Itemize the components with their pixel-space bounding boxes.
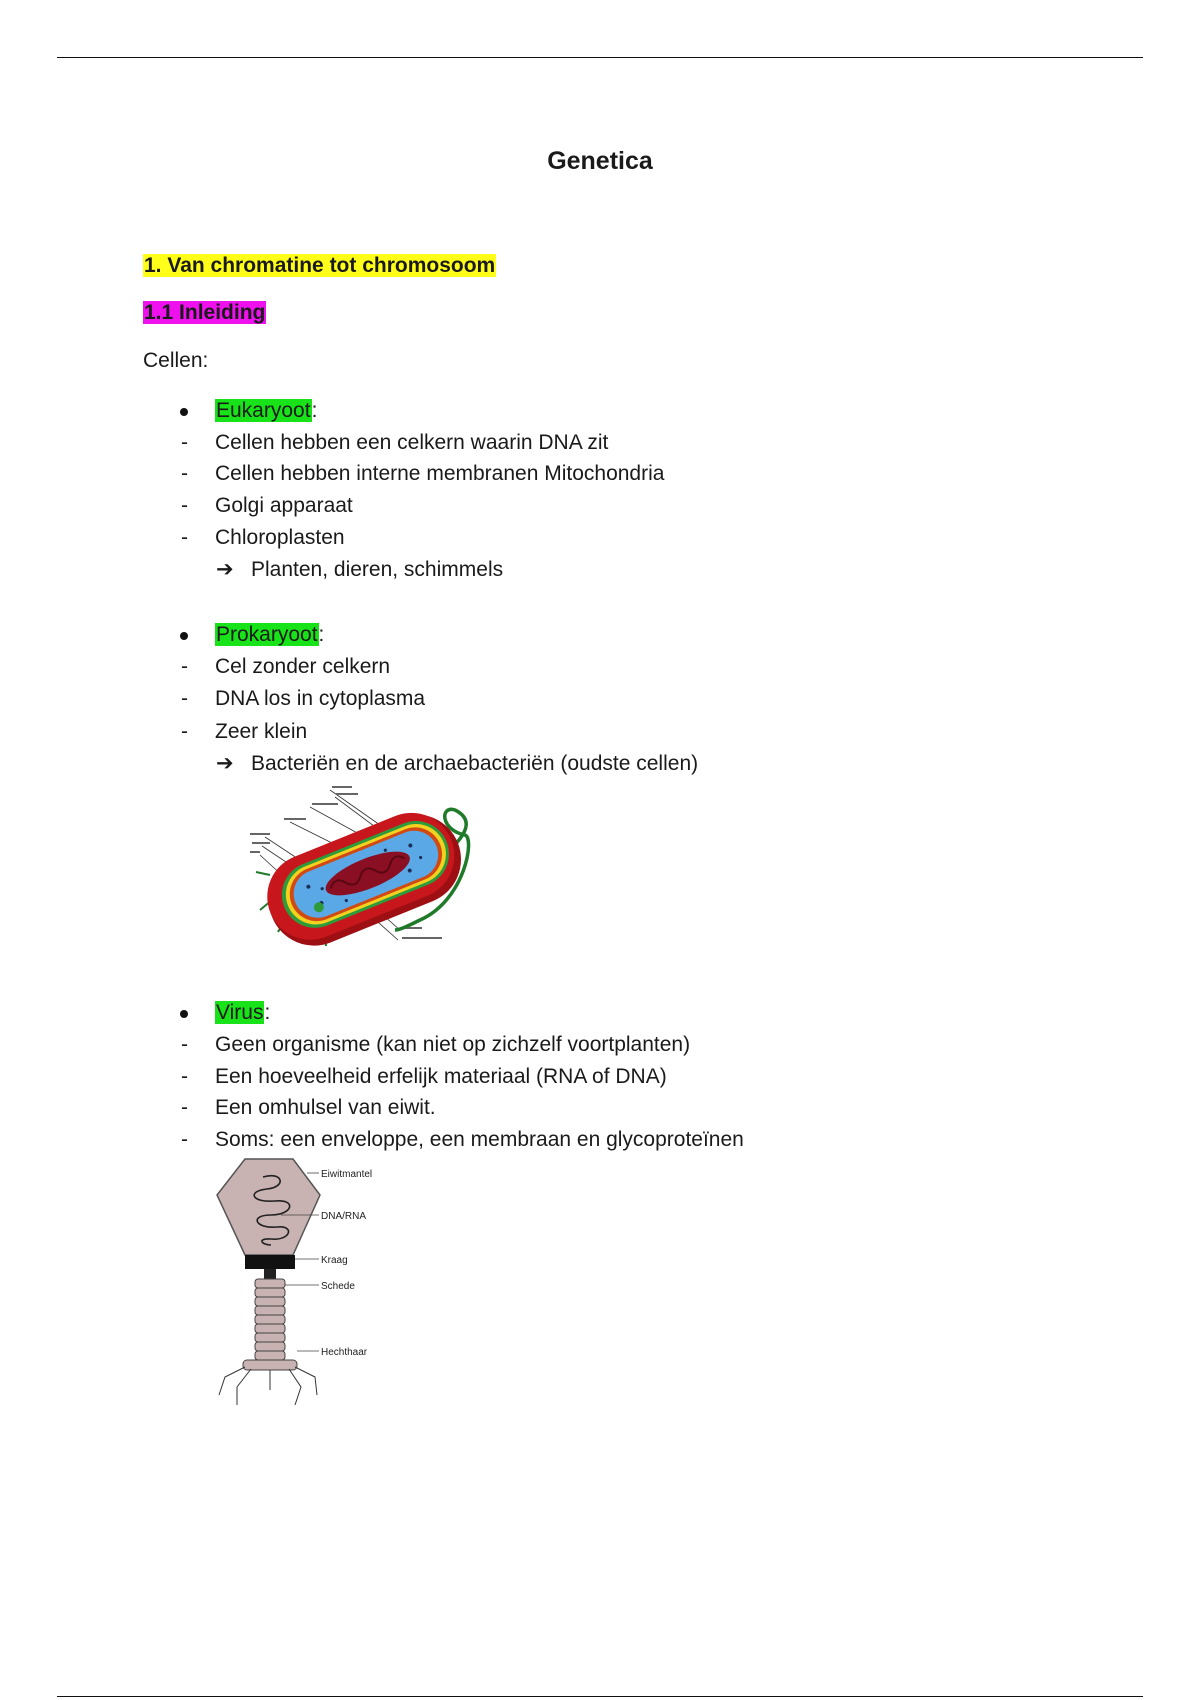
list-item-text: Golgi apparaat bbox=[215, 494, 353, 517]
virus-label-sheath: Schede bbox=[321, 1281, 355, 1292]
list-item-text: Cel zonder celkern bbox=[215, 655, 391, 678]
bullet-icon bbox=[180, 632, 188, 640]
page-bottom-rule bbox=[57, 1696, 1143, 1697]
arrow-right-icon: ➔ bbox=[216, 752, 234, 775]
dash-icon: - bbox=[181, 1096, 188, 1119]
eukaryote-term: Eukaryoot bbox=[216, 399, 311, 422]
virus-label-capsid: Eiwitmantel bbox=[321, 1169, 373, 1180]
dash-icon: - bbox=[181, 526, 188, 549]
section-heading bbox=[143, 298, 266, 327]
list-item-text: Cellen hebben een celkern waarin DNA zit bbox=[215, 431, 609, 454]
chapter-heading bbox=[143, 251, 496, 280]
dash-icon: - bbox=[181, 720, 188, 743]
virus-label-collar: Kraag bbox=[321, 1255, 348, 1266]
dash-icon: - bbox=[181, 494, 188, 517]
page-title: Genetica bbox=[547, 147, 653, 175]
virus-label-tail-fiber: Hechthaar bbox=[321, 1347, 368, 1358]
dash-icon: - bbox=[181, 1128, 188, 1151]
dash-icon: - bbox=[181, 1033, 188, 1056]
dash-icon: - bbox=[181, 462, 188, 485]
bullet-icon bbox=[180, 408, 188, 416]
prokaryote-term-line bbox=[215, 619, 324, 651]
list-item-text: Geen organisme (kan niet op zichzelf voortplanten) bbox=[215, 1033, 691, 1056]
section-heading-text: 1.1 Inleiding bbox=[144, 301, 266, 324]
list-item-text: Een omhulsel van eiwit. bbox=[215, 1096, 436, 1119]
list-item-text: Soms: een enveloppe, een membraan en glycoproteïnen bbox=[215, 1128, 744, 1151]
prokaryote-colon: : bbox=[318, 623, 325, 646]
virus-colon: : bbox=[264, 1001, 271, 1024]
eukaryote-term-line bbox=[215, 395, 317, 427]
arrow-right-icon: ➔ bbox=[216, 558, 234, 581]
list-item-text: Chloroplasten bbox=[215, 526, 345, 549]
list-item-text: Een hoeveelheid erfelijk materiaal (RNA of DNA) bbox=[215, 1065, 667, 1088]
conclusion-text: Bacteriën en de archaebacteriën (oudste cellen) bbox=[251, 752, 699, 775]
eukaryote-colon: : bbox=[311, 399, 318, 422]
intro-text: Cellen: bbox=[143, 349, 209, 372]
page-top-rule bbox=[57, 57, 1143, 58]
bacteriophage-illustration bbox=[215, 1155, 415, 1410]
chapter-heading-text: 1. Van chromatine tot chromosoom bbox=[144, 254, 496, 277]
dash-icon: - bbox=[181, 655, 188, 678]
virus-term-line bbox=[215, 997, 270, 1029]
conclusion-text: Planten, dieren, schimmels bbox=[251, 558, 504, 581]
virus-label-genome: DNA/RNA bbox=[321, 1211, 367, 1222]
bacteria-cell-illustration bbox=[250, 780, 480, 955]
dash-icon: - bbox=[181, 1065, 188, 1088]
list-item-text: Zeer klein bbox=[215, 720, 308, 743]
prokaryote-term: Prokaryoot bbox=[216, 623, 318, 646]
virus-term: Virus bbox=[216, 1001, 264, 1024]
dash-icon: - bbox=[181, 687, 188, 710]
list-item-text: Cellen hebben interne membranen Mitochondria bbox=[215, 462, 665, 485]
dash-icon: - bbox=[181, 431, 188, 454]
list-item-text: DNA los in cytoplasma bbox=[215, 687, 426, 710]
bullet-icon bbox=[180, 1010, 188, 1018]
